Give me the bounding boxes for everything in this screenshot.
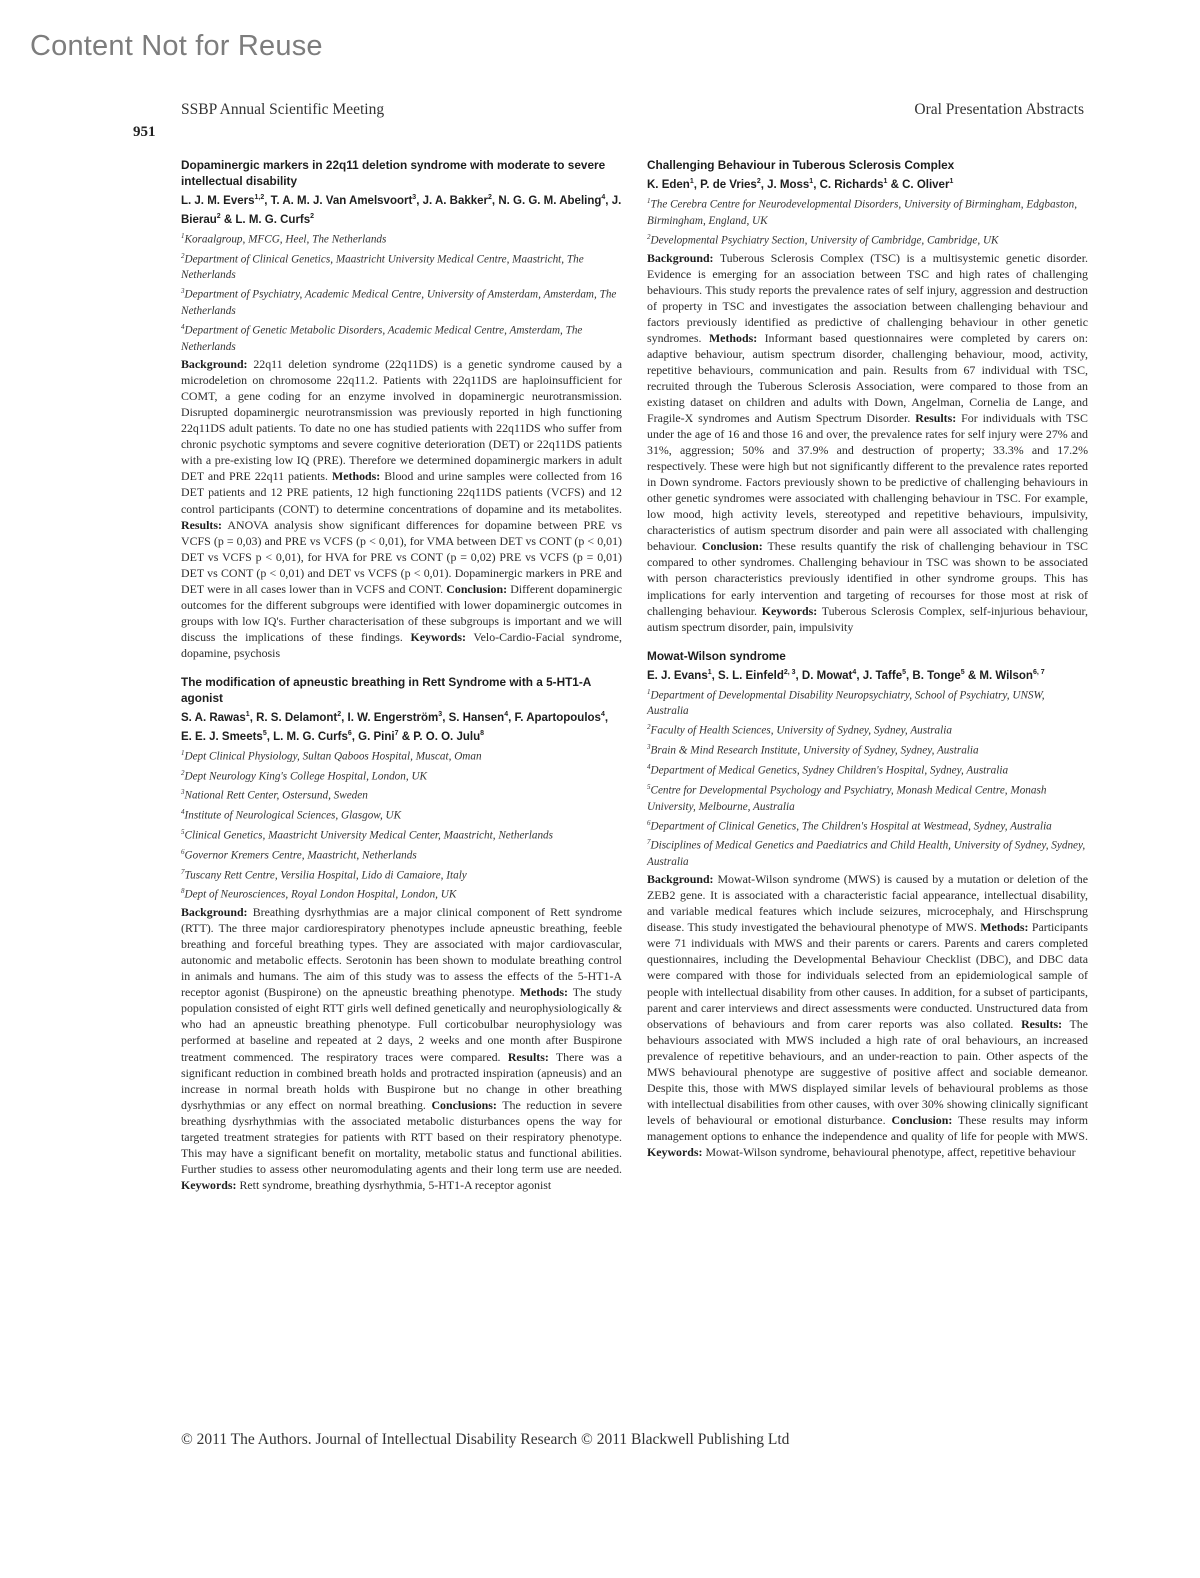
affiliation-number: 1 <box>181 748 185 757</box>
author-separator: , <box>795 669 802 682</box>
author-affiliation-mark: 1 <box>809 178 814 186</box>
author-separator: , <box>249 711 257 724</box>
abstract-body <box>647 871 1088 1160</box>
abstract-title: Mowat-Wilson syndrome <box>647 648 786 663</box>
section-text: The reduction in severe breathing dysrhythmias with the associated metabolic disturbances opens the way for targeted treatment strategies for patients with RTT based on their respiratory phenotype. This may have a significant benefit on mortality, metabolic status and functional abilities. Further studies to assess other neuromodulating agents and their long term use are needed. <box>181 1097 622 1176</box>
right-column <box>647 157 1088 1173</box>
section-text: Participants were 71 individuals with MWS and their parents or carers. Parents and carers completed questionnaires, including the Developmental Behaviour Checklist (DBC), and DBC data were compared with those for individuals selected from an epidemiological sample of people with intellectual disability from other causes. In addition, for a subset of participants, parent and carer interviews and direct assessments were conducted. Unstructured data from observations of behaviours and from carer reports was also collated. <box>647 920 1088 1031</box>
affiliation <box>181 784 622 804</box>
abstract <box>647 157 1088 635</box>
affiliation-text: Dept Neurology King's College Hospital, London, UK <box>184 770 428 783</box>
section-text: For individuals with TSC under the age of 16 and those 16 and over, the prevalence rates for self injury were 27% and 31%, aggression; 50% and 37.9% and destruction of property; 33.3% and 17.2% respectively. These were high but not significantly different to the prevalence rates reported in Down syndrome. Factors previously shown to be predictive of challenging behaviours in other genetic syndromes were associated with challenging behaviour in TSC. For example, low mood, high activity levels, stereotyped and repetitive behaviours, impulsivity, characteristics of autism spectrum disorder and pain were all associated with challenging behaviour. <box>647 411 1088 554</box>
affiliation-number: 2 <box>647 232 651 241</box>
section-label: Conclusion: <box>701 539 763 554</box>
author-name: J. Moss <box>767 178 810 191</box>
affiliation-text: Brain & Mind Research Institute, University of Sydney, Sydney, Australia <box>650 744 979 757</box>
author-affiliation-mark: 4 <box>852 668 857 676</box>
author-affiliation-mark: 4 <box>601 194 606 202</box>
affiliation-text: Department of Developmental Disability Neuropsychiatry, School of Psychiatry, UNSW, Australia <box>647 689 1045 718</box>
section-label: Keywords: <box>761 603 818 618</box>
author-name: D. Mowat <box>801 669 853 682</box>
author-affiliation-mark: 2, 3 <box>783 668 796 676</box>
affiliation-text: Faculty of Health Sciences, University of Sydney, Sydney, Australia <box>650 725 952 738</box>
author-separator: , <box>813 178 820 191</box>
affiliation <box>647 834 1088 870</box>
affiliation-number: 2 <box>181 251 185 260</box>
author-name: C. Richards <box>819 178 884 191</box>
author-separator: , <box>491 194 499 207</box>
author-separator: , <box>605 194 612 207</box>
author-name: E. J. Evans <box>647 669 708 682</box>
author-separator: , <box>266 730 274 743</box>
author-name: R. S. Delamont <box>256 711 338 724</box>
affiliation-text: Department of Clinical Genetics, The Children's Hospital at Westmead, Sydney, Australia <box>650 820 1052 833</box>
author-affiliation-mark: 2 <box>310 212 315 220</box>
affiliation <box>647 815 1088 835</box>
section-label: Results: <box>1021 1016 1063 1031</box>
section-text: Informant based questionnaires were completed by carers on: adaptive behaviour, autism spectrum disorder, challenging behaviour, mood, activity, repetitive behaviours, communication and pain. Results from 67 individual with TSC, recruited through the Tuberous Sclerosis Association, were compared to those from an existing dataset on children and adults with Down, Angelman, Cornelia de Lange, and Fragile-X syndromes and Autism Spectrum Disorder. <box>647 330 1088 425</box>
section-text: The study population consisted of eight RTT girls well defined genetically and neurophysiologically & who had an apneustic breathing phenotype. Full corticobulbar neurophysiology was performed at baseline and repeated at 2 days, 2 weeks and one month after Buspirone treatment commenced. The respiratory traces were compared. <box>181 985 622 1064</box>
affiliation <box>181 824 622 844</box>
author-name: S. A. Rawas <box>181 711 246 724</box>
section-text: Different dopaminergic outcomes for the different subgroups were identified with lower dopaminergic outcomes in groups with low IQ's. Further characterisation of these subgroups is important and we will discuss the implications of these findings. <box>181 581 622 644</box>
author-affiliation-mark: 1,2 <box>254 194 265 202</box>
author-name: T. A. M. J. Van Amelsvoort <box>270 194 413 207</box>
author-list <box>647 665 1088 684</box>
section-label: Background: <box>647 250 714 265</box>
affiliation-text: Koraalgroup, MFCG, Heel, The Netherlands <box>184 233 387 246</box>
author-separator: , <box>604 711 609 724</box>
section-text: Mowat-Wilson syndrome, behavioural phenotype, affect, repetitive behaviour <box>705 1144 1076 1159</box>
affiliation-number: 3 <box>647 743 651 752</box>
author-affiliation-mark: 1 <box>707 668 712 676</box>
section-label: Conclusion: <box>891 1112 953 1127</box>
author-affiliation-mark: 2 <box>488 194 492 202</box>
author-affiliation-mark: 2 <box>337 711 342 719</box>
author-affiliation-mark: 5 <box>902 668 907 676</box>
affiliation-text: Tuscany Rett Centre, Versilia Hospital, Lido di Camaiore, Italy <box>184 869 467 882</box>
abstract-title: Dopaminergic markers in 22q11 deletion syndrome with moderate to severe intellectual disability <box>181 158 606 189</box>
affiliation <box>181 864 622 884</box>
section-text: Velo-Cardio-Facial syndrome, dopamine, psychosis <box>181 629 622 660</box>
section-label: Results: <box>507 1049 549 1064</box>
affiliation <box>647 739 1088 759</box>
section-text: Tuberous Sclerosis Complex (TSC) is a multisystemic genetic disorder. Evidence is emerging for an association between TSC and high rates of challenging behaviours. This study reports the prevalence rates of self injury, aggression and destruction of property in TSC and investigates the association between challenging behaviour and factors previously identified as predictive of challenging behaviour in other genetic syndromes. <box>647 250 1088 345</box>
section-label: Background: <box>181 905 248 920</box>
author-name: B. Tonge <box>912 669 961 682</box>
author-list <box>647 174 1088 193</box>
affiliation <box>647 779 1088 815</box>
affiliation-text: Centre for Developmental Psychology and Psychiatry, Monash Medical Centre, Monash University, Melbourne, Australia <box>647 784 1047 813</box>
author-name: E. E. J. Smeets <box>181 730 263 743</box>
affiliation <box>181 765 622 785</box>
author-name: L. M. G. Curfs <box>273 730 348 743</box>
affiliation-text: Dept Clinical Physiology, Sultan Qaboos Hospital, Muscat, Oman <box>184 750 482 763</box>
section-label: Background: <box>181 357 248 372</box>
section-label: Results: <box>181 517 222 532</box>
watermark: Content Not for Reuse <box>30 30 323 62</box>
section-label: Methods: <box>332 469 381 484</box>
affiliation <box>181 228 622 248</box>
author-separator: , <box>693 178 701 191</box>
affiliation-text: Disciplines of Medical Genetics and Paediatrics and Child Health, University of Sydney, Sydney, Australia <box>647 840 1086 869</box>
author-affiliation-mark: 3 <box>412 194 417 202</box>
section-text: Mowat-Wilson syndrome (MWS) is caused by a mutation or deletion of the ZEB2 gene. It is associated with a characteristic facial appearance, intellectual disability, and variable medical features which include seizures, microcephaly, and Hirschsprung disease. This study investigated the behavioural phenotype of MWS. <box>647 872 1088 935</box>
affiliation-text: Governor Kremers Centre, Maastricht, Netherlands <box>184 849 417 862</box>
affiliation <box>647 759 1088 779</box>
section-text: ANOVA analysis show significant differences for dopamine between PRE vs VCFS (p = 0,03) and PRE vs VCFS (p < 0,01), for VMA between DET vs CONT (p < 0,01) DET vs VCFS p < 0,01), for HVA for PRE vs CONT (p = 0,02) PRE vs VCFS (p = 0,01) DET vs CONT (p < 0,01) and DET vs VCFS (p < 0,01). Dopaminergic markers in PRE and DET were in all cases lower than in VCFS and CONT. <box>181 517 622 596</box>
author-separator: , <box>760 178 768 191</box>
author-name: K. Eden <box>647 178 690 191</box>
affiliation-text: Institute of Neurological Sciences, Glasgow, UK <box>184 809 402 822</box>
left-column <box>181 157 622 1206</box>
section-text: There was a significant reduction in combined breath holds and protracted inspiration (apneusis) and an increase in normal breath holds with Buspirone but no change in other breathing dysrhythmias or any effect on normal breathing. <box>181 1049 622 1112</box>
author-name: J. A. Bakker <box>422 194 489 207</box>
author-separator: , <box>341 711 348 724</box>
author-affiliation-mark: 6 <box>347 729 352 737</box>
page-number: 951 <box>133 124 156 140</box>
affiliation <box>181 804 622 824</box>
affiliation-number: 7 <box>181 867 185 876</box>
affiliation-text: Department of Genetic Metabolic Disorders, Academic Medical Centre, Amsterdam, The Netherlands <box>181 325 583 354</box>
section-label: Keywords: <box>647 1144 703 1159</box>
affiliation-number: 4 <box>647 762 651 771</box>
author-affiliation-mark: 1 <box>883 178 888 186</box>
author-affiliation-mark: 6, 7 <box>1032 668 1045 676</box>
section-label: Keywords: <box>181 1177 237 1192</box>
affiliation <box>181 248 622 284</box>
affiliation <box>181 883 622 903</box>
section-label: Results: <box>915 411 957 425</box>
author-separator: , <box>442 711 449 724</box>
author-affiliation-mark: 4 <box>600 711 605 719</box>
author-separator: , <box>351 730 359 743</box>
affiliation-text: The Cerebra Centre for Neurodevelopmental Disorders, University of Birmingham, Edgbaston, Birmingham, England, UK <box>647 198 1078 227</box>
affiliation-text: National Rett Center, Ostersund, Sweden <box>184 790 368 803</box>
author-affiliation-mark: 3 <box>438 711 443 719</box>
author-affiliation-mark: 8 <box>480 729 484 737</box>
affiliation-number: 5 <box>181 827 185 836</box>
abstract <box>647 648 1088 1160</box>
author-name: S. L. Einfeld <box>718 669 784 682</box>
abstract-title: Challenging Behaviour in Tuberous Sclerosis Complex <box>647 158 955 172</box>
author-list <box>181 190 622 228</box>
abstract-body <box>647 250 1088 635</box>
affiliation-text: Clinical Genetics, Maastricht University Medical Center, Maastricht, Netherlands <box>184 829 554 842</box>
author-name: J. Bierau <box>181 194 622 226</box>
section-label: Conclusions: <box>431 1097 497 1112</box>
section-text: Tuberous Sclerosis Complex, self-injurious behaviour, autism spectrum disorder, pain, impulsivity <box>647 603 1088 634</box>
section-text: Breathing dysrhythmias are a major clinical component of Rett syndrome (RTT). The three major cardiorespiratory phenotypes include apneustic breathing, feeble breathing and forceful breathing types. They are associated with major cardiovascular, autonomic and metabolic effects. Serotonin has been shown to modulate breathing control in animals and humans. The aim of this study was to assess the effects of the 5-HT1-A receptor agonist (Buspirone) on the apneustic breathing phenotype. <box>181 905 622 1000</box>
author-name: J. Taffe <box>862 669 903 682</box>
affiliation <box>181 319 622 355</box>
author-affiliation-mark: 5 <box>262 729 267 737</box>
affiliation-number: 4 <box>181 323 185 332</box>
author-name: P. O. O. Julu <box>413 730 481 743</box>
affiliation <box>647 229 1088 249</box>
affiliation-number: 4 <box>181 808 185 817</box>
section-label: Keywords: <box>410 629 466 644</box>
affiliation-number: 2 <box>647 723 651 732</box>
affiliation-number: 1 <box>647 196 651 205</box>
affiliation-number: 6 <box>181 847 185 856</box>
author-name: C. Oliver <box>902 178 950 191</box>
copyright-footer: © 2011 The Authors. Journal of Intellectual Disability Research © 2011 Blackwell Publishing Ltd <box>181 1431 790 1448</box>
running-head-left: SSBP Annual Scientific Meeting <box>181 101 385 118</box>
section-text: 22q11 deletion syndrome (22q11DS) is a genetic syndrome caused by a microdeletion on chromosome 22q11.2. Patients with 22q11DS are haploinsufficient for COMT, a gene coding for an enzyme involved in dopaminergic neurotransmission. Disrupted dopaminergic neurotransmission was previously reported in high functioning 22q11DS adult patients. To date no one has studied patients with 22q11DS who suffer from chronic psychotic symptoms and severe cognitive deterioration (DET) or 22q11DS patients with a pre-existing low IQ (PRE). Therefore we determined dopaminergic markers in adult DET and PRE 22q11 patients. <box>181 357 622 484</box>
affiliation-number: 6 <box>647 818 651 827</box>
author-separator: , <box>264 194 271 207</box>
affiliation <box>647 719 1088 739</box>
author-name: M. Wilson <box>979 669 1033 682</box>
affiliation-text: Developmental Psychiatry Section, University of Cambridge, Cambridge, UK <box>650 234 999 247</box>
author-name: L. M. G. Curfs <box>235 213 311 226</box>
author-separator: & <box>964 669 980 682</box>
section-text: Rett syndrome, breathing dysrhythmia, 5-HT1-A receptor agonist <box>239 1177 552 1192</box>
author-separator: & <box>887 178 903 191</box>
author-affiliation-mark: 7 <box>394 729 399 737</box>
affiliation <box>181 283 622 319</box>
section-text: These results quantify the risk of challenging behaviour in TSC compared to other syndromes. Challenging behaviour in TSC was shown to be associated with person characteristics previously identified in other syndrome groups. This has implications for early intervention and targeting of recourses for those most at risk of challenging behaviour. <box>647 539 1088 618</box>
section-label: Background: <box>647 872 714 887</box>
author-name: P. de Vries <box>700 178 757 191</box>
affiliation <box>181 745 622 765</box>
author-separator: , <box>906 669 913 682</box>
author-list <box>181 707 622 745</box>
author-affiliation-mark: 1 <box>245 711 250 719</box>
author-separator: , <box>508 711 515 724</box>
abstract-title: The modification of apneustic breathing in Rett Syndrome with a 5-HT1-A agonist <box>181 675 591 706</box>
author-name: S. Hansen <box>448 711 505 724</box>
section-label: Methods: <box>980 920 1029 935</box>
author-separator: , <box>856 669 863 682</box>
abstract <box>181 674 622 1193</box>
abstract <box>181 157 622 661</box>
section-text: The behaviours associated with MWS included a high rate of oral behaviours, an increased prevalence of repetitive behaviours, and an under-reaction to pain. Other aspects of the MWS behavioural phenotype are suggestive of positive affect and sociable demeanor. Despite this, those with MWS displayed similar levels of behavioural problems as those with intellectual disabilities from other causes, with over 30% showing clinically significant levels of behavioural or emotional disturbance. <box>647 1016 1088 1127</box>
author-name: G. Pini <box>358 730 395 743</box>
affiliation-text: Department of Psychiatry, Academic Medical Centre, University of Amsterdam, Amsterdam, The Netherlands <box>181 289 617 318</box>
section-label: Methods: <box>519 985 568 1000</box>
affiliation-number: 7 <box>647 838 651 847</box>
author-name: L. J. M. Evers <box>181 194 255 207</box>
affiliation-text: Dept of Neurosciences, Royal London Hospital, London, UK <box>184 889 457 902</box>
author-name: F. Apartopoulos <box>514 711 601 724</box>
affiliation-number: 3 <box>181 788 185 797</box>
abstract-body <box>181 356 622 661</box>
affiliation <box>647 684 1088 720</box>
author-separator: , <box>416 194 423 207</box>
section-text: Blood and urine samples were collected from 16 DET patients and 12 PRE patients, 12 high functioning 22q11DS patients (VCFS) and 12 control participants (CONT) to determine concentrations of dopamine and its metabolites. <box>181 469 622 516</box>
affiliation <box>181 844 622 864</box>
affiliation-number: 3 <box>181 287 185 296</box>
author-name: N. G. G. M. Abeling <box>498 194 602 207</box>
affiliation-text: Department of Medical Genetics, Sydney Children's Hospital, Sydney, Australia <box>650 764 1009 777</box>
author-affiliation-mark: 2 <box>756 178 761 186</box>
section-label: Conclusion: <box>446 581 508 596</box>
affiliation-number: 2 <box>181 768 185 777</box>
affiliation-text: Department of Clinical Genetics, Maastricht University Medical Centre, Maastricht, The Netherlands <box>181 253 584 282</box>
running-head-right: Oral Presentation Abstracts <box>914 101 1084 118</box>
author-affiliation-mark: 2 <box>216 212 221 220</box>
author-affiliation-mark: 4 <box>504 711 509 719</box>
affiliation-number: 1 <box>647 687 651 696</box>
section-text: These results may inform management options to enhance the independence and quality of life for people with MWS. <box>647 1112 1088 1143</box>
affiliation <box>647 193 1088 229</box>
affiliation-number: 8 <box>181 887 185 896</box>
section-label: Methods: <box>708 330 758 345</box>
author-name: I. W. Engerström <box>347 711 439 724</box>
author-separator: & <box>398 730 414 743</box>
abstract-body <box>181 904 622 1193</box>
author-separator: & <box>220 213 236 226</box>
author-affiliation-mark: 1 <box>949 178 954 186</box>
affiliation-number: 5 <box>647 782 651 791</box>
author-affiliation-mark: 5 <box>960 668 965 676</box>
author-separator: , <box>711 669 719 682</box>
affiliation-number: 1 <box>181 231 185 240</box>
author-affiliation-mark: 1 <box>689 178 694 186</box>
